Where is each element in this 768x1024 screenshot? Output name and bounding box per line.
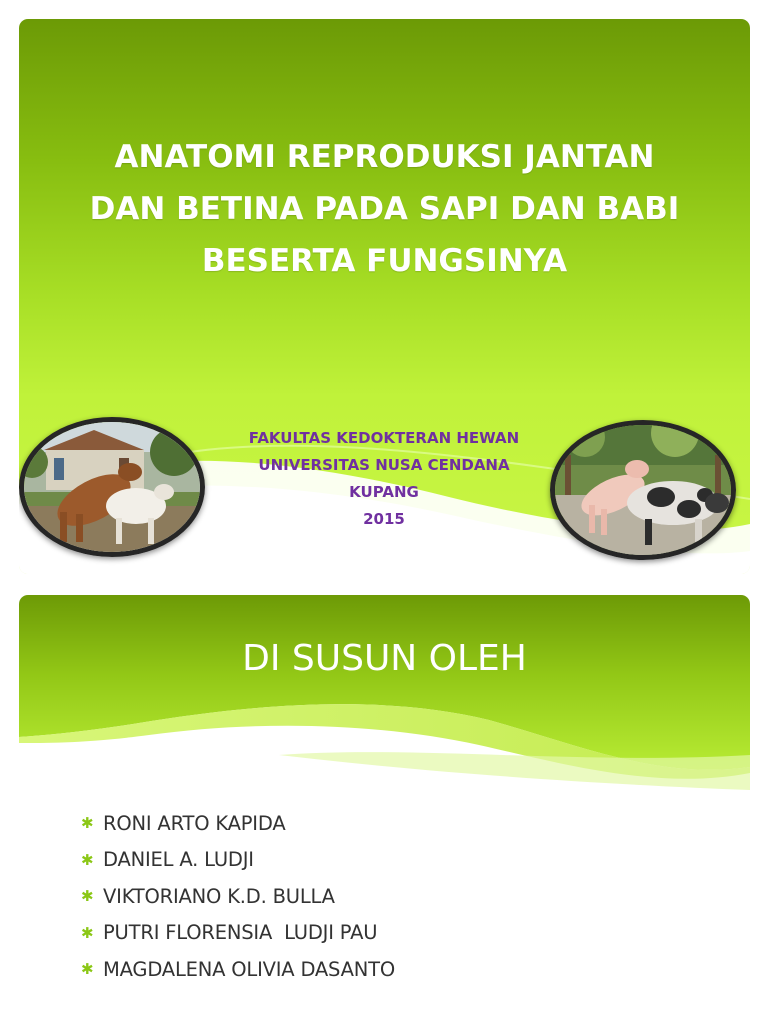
author-list xyxy=(81,805,395,988)
title-slide xyxy=(19,19,750,574)
year: 2015 xyxy=(363,510,405,528)
affiliation-block xyxy=(209,425,559,533)
city-name: KUPANG xyxy=(349,483,419,501)
authors-slide xyxy=(19,595,750,1005)
asterisk-bullet-icon: ✱ xyxy=(81,814,94,833)
author-name: MAGDALENA OLIVIA DASANTO xyxy=(103,957,395,981)
list-item xyxy=(81,915,395,952)
list-item xyxy=(81,951,395,988)
list-item xyxy=(81,842,395,879)
title-line: BESERTA FUNGSINYA xyxy=(201,243,568,279)
header-band xyxy=(19,595,750,795)
list-item xyxy=(81,878,395,915)
cattle-photo xyxy=(19,417,205,557)
list-item xyxy=(81,805,395,842)
university-name: UNIVERSITAS NUSA CENDANA xyxy=(258,456,510,474)
author-name: PUTRI FLORENSIA LUDJI PAU xyxy=(103,921,378,945)
title-line: DAN BETINA PADA SAPI DAN BABI xyxy=(89,191,680,227)
author-name: DANIEL A. LUDJI xyxy=(103,848,254,872)
authors-slide-title: DI SUSUN OLEH xyxy=(242,638,527,679)
asterisk-bullet-icon: ✱ xyxy=(81,923,94,942)
asterisk-bullet-icon: ✱ xyxy=(81,887,94,906)
pigs-photo xyxy=(550,420,736,560)
author-name: VIKTORIANO K.D. BULLA xyxy=(103,884,335,908)
author-name: RONI ARTO KAPIDA xyxy=(103,811,286,835)
asterisk-bullet-icon: ✱ xyxy=(81,960,94,979)
asterisk-bullet-icon: ✱ xyxy=(81,850,94,869)
presentation-title xyxy=(39,131,730,287)
faculty-name: FAKULTAS KEDOKTERAN HEWAN xyxy=(248,429,520,447)
title-line: ANATOMI REPRODUKSI JANTAN xyxy=(114,139,655,175)
